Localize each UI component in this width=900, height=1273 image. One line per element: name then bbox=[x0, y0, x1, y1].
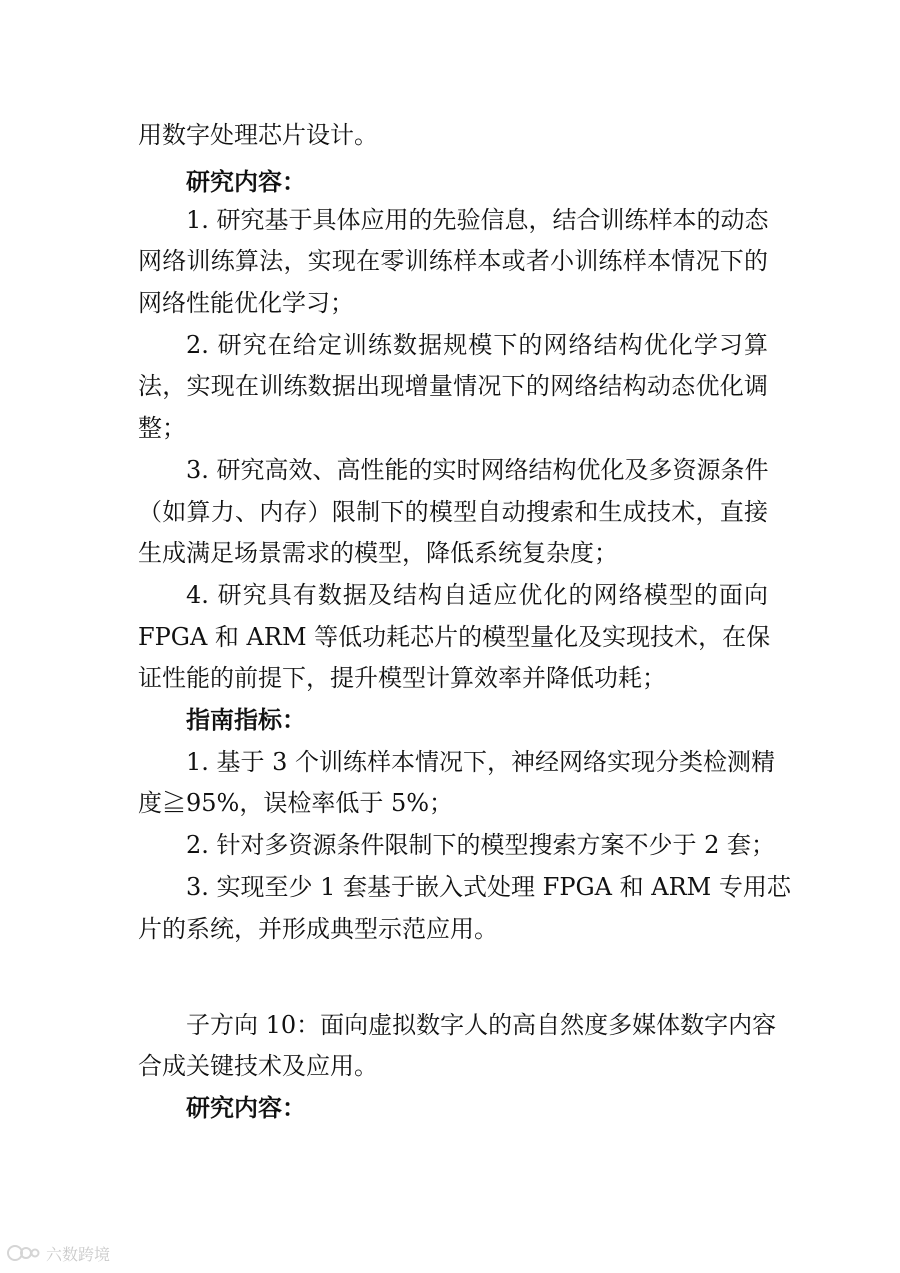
text-line: 4. 研究具有数据及结构自适应优化的网络模型的面向 bbox=[186, 581, 768, 609]
section-heading: 研究内容： bbox=[186, 1093, 306, 1122]
text-line: 用数字处理芯片设计。 bbox=[138, 121, 378, 149]
section-heading: 研究内容： bbox=[186, 167, 306, 196]
watermark bbox=[6, 1240, 110, 1266]
text-line: 网络性能优化学习； bbox=[138, 289, 354, 317]
watermark-text: 六数跨境 bbox=[46, 1244, 111, 1264]
section-heading: 指南指标： bbox=[186, 705, 306, 734]
subsection-title-line: 子方向 10：面向虚拟数字人的高自然度多媒体数字内容 bbox=[186, 1011, 777, 1039]
text-line: 3. 研究高效、高性能的实时网络结构优化及多资源条件 bbox=[186, 456, 769, 484]
text-line: 2. 针对多资源条件限制下的模型搜索方案不少于 2 套； bbox=[186, 831, 776, 859]
text-line: 整； bbox=[138, 414, 186, 442]
text-line: （如算力、内存）限制下的模型自动搜索和生成技术，直接 bbox=[138, 498, 768, 526]
subsection-title-line: 合成关键技术及应用。 bbox=[138, 1052, 378, 1080]
text-line: 生成满足场景需求的模型，降低系统复杂度； bbox=[138, 539, 618, 567]
watermark-logo-icon bbox=[6, 1242, 42, 1264]
text-line: 证性能的前提下，提升模型计算效率并降低功耗； bbox=[138, 664, 666, 692]
text-line: 2. 研究在给定训练数据规模下的网络结构优化学习算 bbox=[186, 331, 768, 359]
text-line: 1. 基于 3 个训练样本情况下，神经网络实现分类检测精 bbox=[186, 748, 776, 776]
text-line: FPGA 和 ARM 等低功耗芯片的模型量化及实现技术，在保 bbox=[138, 623, 771, 651]
text-line: 度≧95%，误检率低于 5%； bbox=[138, 789, 454, 817]
text-line: 1. 研究基于具体应用的先验信息，结合训练样本的动态 bbox=[186, 206, 769, 234]
text-line: 3. 实现至少 1 套基于嵌入式处理 FPGA 和 ARM 专用芯 bbox=[186, 873, 791, 901]
text-line: 网络训练算法，实现在零训练样本或者小训练样本情况下的 bbox=[138, 247, 768, 275]
text-line: 法，实现在训练数据出现增量情况下的网络结构动态优化调 bbox=[138, 372, 768, 400]
text-line: 片的系统，并形成典型示范应用。 bbox=[138, 915, 498, 943]
